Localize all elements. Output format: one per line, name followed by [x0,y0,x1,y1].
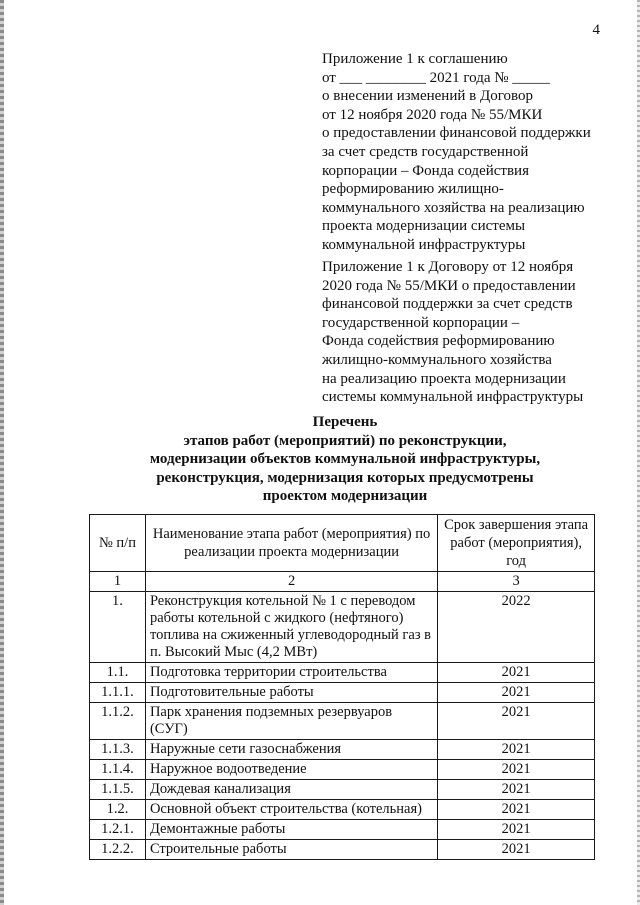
row-name: Основной объект строительства (котельная) [145,800,437,820]
row-num: 1.1.3. [90,740,146,760]
column-index: 2 [145,572,437,592]
appendix-contract-line: Фонда содействия реформированию [322,333,555,350]
row-num: 1.2.1. [90,820,146,840]
appendix-agreement-line: от 12 ноября 2020 года № 55/МКИ [322,106,543,123]
row-year: 2021 [438,740,595,760]
appendix-contract-header [322,258,622,407]
row-num: 1.2. [90,800,146,820]
appendix-agreement-line: Приложение 1 к соглашению [322,51,508,67]
appendix-agreement-line: от ___ ________ 2021 года № _____ [322,69,550,86]
row-year: 2021 [438,760,595,780]
appendix-agreement-line: за счет средств государственной [322,143,529,160]
appendix-contract-line: на реализацию проекта модернизации [322,370,566,387]
appendix-contract-line: 2020 года № 55/МКИ о предоставлении [322,277,576,294]
header-name: Наименование этапа работ (мероприятия) по реализации проекта модернизации [145,515,437,572]
table-row [90,820,595,840]
table-row [90,592,595,663]
title-line: реконструкция, модернизация которых предусмотрены [156,469,534,486]
appendix-agreement-header [322,50,622,255]
table-row [90,683,595,703]
row-name: Реконструкция котельной № 1 с переводом работы котельной с жидкого (нефтяного) топлива на сжиженный углеводородный газ в п. Высокий Мыс (4,2 МВт) [145,592,437,663]
page-number: 4 [592,22,600,38]
table-row [90,780,595,800]
column-index-row [90,572,595,592]
table-row [90,840,595,860]
title-line: Перечень [312,414,378,430]
row-year: 2021 [438,780,595,800]
row-name: Наружное водоотведение [145,760,437,780]
row-year: 2022 [438,592,595,663]
row-num: 1.1.2. [90,703,146,740]
table-row [90,760,595,780]
appendix-agreement-line: корпорации – Фонда содействия [322,162,529,179]
appendix-agreement-line: коммунального хозяйства на реализацию [322,199,585,216]
row-num: 1. [90,592,146,663]
row-num: 1.2.2. [90,840,146,860]
row-name: Подготовительные работы [145,683,437,703]
header-year: Срок завершения этапа работ (мероприятия), год [438,515,595,572]
table-row [90,663,595,683]
row-num: 1.1.5. [90,780,146,800]
appendix-agreement-line: реформированию жилищно- [322,181,504,198]
row-num: 1.1. [90,663,146,683]
column-index: 3 [438,572,595,592]
row-num: 1.1.4. [90,760,146,780]
table-row [90,740,595,760]
header-num: № п/п [90,515,146,572]
document-title [80,413,610,506]
appendix-agreement-line: о предоставлении финансовой поддержки [322,125,591,142]
column-index: 1 [90,572,146,592]
row-num: 1.1.1. [90,683,146,703]
row-year: 2021 [438,683,595,703]
row-name: Подготовка территории строительства [145,663,437,683]
row-name: Строительные работы [145,840,437,860]
appendix-contract-line: системы коммунальной инфраструктуры [322,389,584,406]
appendix-contract-line: Приложение 1 к Договору от 12 ноября [322,259,574,275]
appendix-agreement-line: проекта модернизации системы [322,218,526,235]
row-name: Демонтажные работы [145,820,437,840]
appendix-contract-line: жилищно-коммунального хозяйства [322,351,552,368]
appendix-agreement-line: о внесении изменений в Договор [322,88,533,105]
row-year: 2021 [438,820,595,840]
appendix-contract-line: государственной корпорации – [322,314,520,331]
title-line: проектом модернизации [262,488,428,504]
row-year: 2021 [438,703,595,740]
table-header-row [90,515,595,572]
appendix-agreement-line: коммунальной инфраструктуры [322,236,526,253]
row-year: 2021 [438,663,595,683]
table-row [90,703,595,740]
row-year: 2021 [438,840,595,860]
scan-left-edge [0,0,4,905]
row-name: Наружные сети газоснабжения [145,740,437,760]
row-name: Парк хранения подземных резервуаров (СУГ) [145,703,437,740]
title-line: модернизации объектов коммунальной инфраструктуры, [149,451,541,467]
appendix-contract-line: финансовой поддержки за счет средств [322,296,573,313]
stages-table [89,514,595,860]
row-name: Дождевая канализация [145,780,437,800]
title-line: этапов работ (мероприятий) по реконструкции, [183,432,507,449]
row-year: 2021 [438,800,595,820]
table-row [90,800,595,820]
